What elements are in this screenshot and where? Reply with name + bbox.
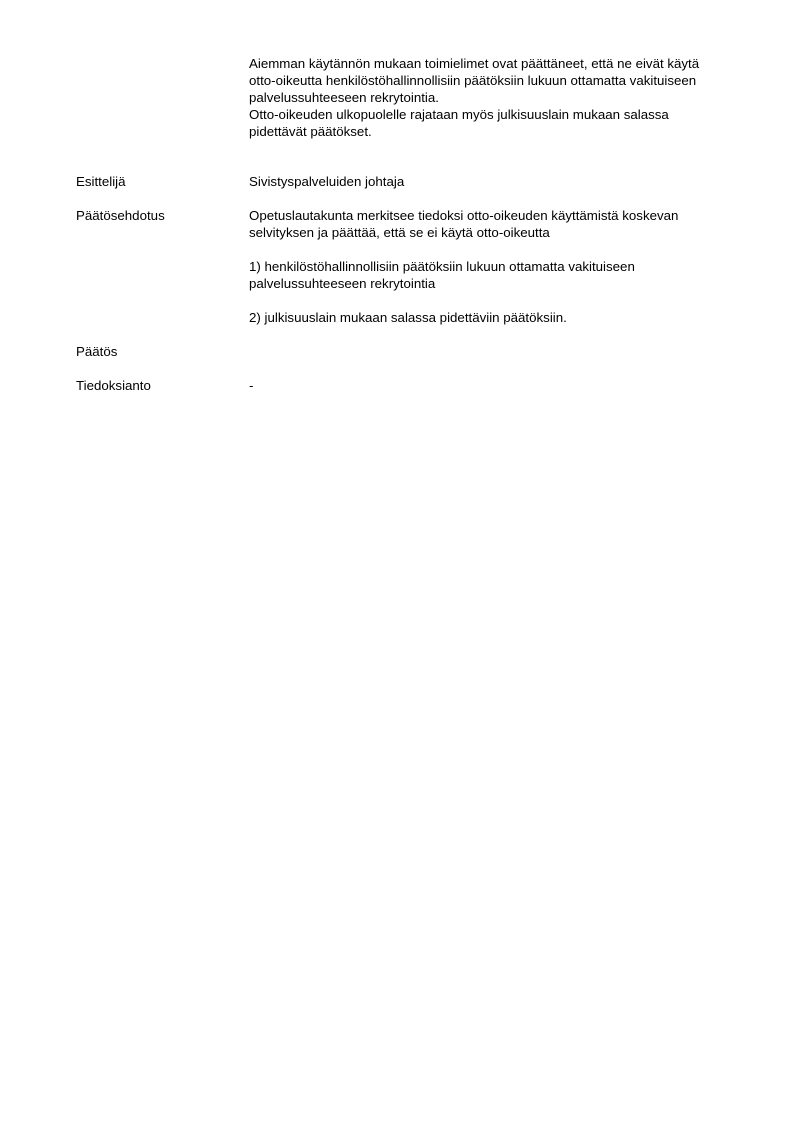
paatosehdotus-paragraph: Opetuslautakunta merkitsee tiedoksi otto-oikeuden käyttämistä koskevan selvityksen ja päättää, että se ei käytä otto-oikeutta — [249, 208, 679, 240]
paatosehdotus-label: Päätösehdotus — [76, 208, 165, 223]
tiedoksianto-value: - — [249, 378, 254, 393]
paatosehdotus-content — [249, 207, 729, 326]
intro-paragraph: Aiemman käytännön mukaan toimielimet ovat päättäneet, että ne eivät käytä otto-oikeutta henkilöstöhallinnollisiin päätöksiin lukuun ottamatta vakituiseen palvelussuhteeseen rekrytointia. — [249, 56, 700, 105]
intro-paragraph: Otto-oikeuden ulkopuolelle rajataan myös julkisuuslain mukaan salassa pidettävät päätökset. — [249, 107, 669, 139]
esittelija-label: Esittelijä — [76, 174, 126, 189]
esittelija-value: Sivistyspalveluiden johtaja — [249, 174, 405, 189]
tiedoksianto-label: Tiedoksianto — [76, 378, 151, 393]
intro-text — [249, 55, 729, 140]
paatosehdotus-item-1: 1) henkilöstöhallinnollisiin päätöksiin lukuun ottamatta vakituiseen palvelussuhteeseen rekrytointia — [249, 259, 635, 291]
paatosehdotus-item-2: 2) julkisuuslain mukaan salassa pidettäviin päätöksiin. — [249, 310, 567, 325]
paatos-label: Päätös — [76, 344, 118, 359]
